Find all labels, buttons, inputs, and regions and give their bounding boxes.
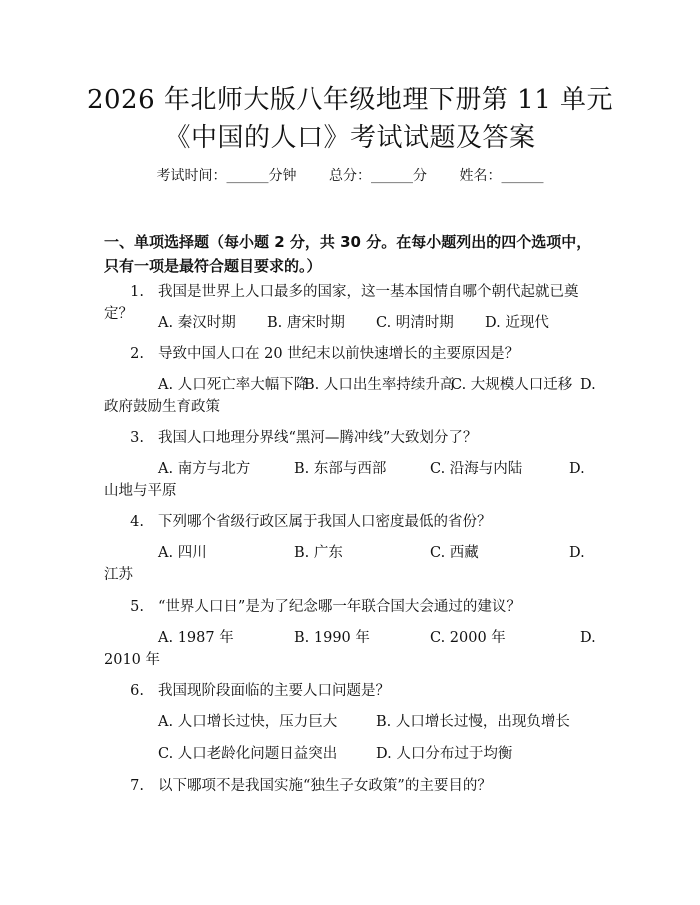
option-d-text: 政府鼓励生育政策 bbox=[104, 399, 220, 415]
question-number: 7. bbox=[130, 778, 144, 794]
option-d: D. 人口分布过于均衡 bbox=[376, 746, 513, 762]
option-d-letter: D. bbox=[580, 630, 596, 646]
option-b: B. 广东 bbox=[294, 545, 343, 561]
option-a: A. 南方与北方 bbox=[158, 461, 251, 477]
option-a: A. 人口死亡率大幅下降 bbox=[158, 377, 309, 393]
question-number: 4. bbox=[130, 514, 144, 530]
option-c: C. 人口老龄化问题日益突出 bbox=[158, 746, 338, 762]
question-number: 5. bbox=[130, 599, 144, 615]
option-d: D. 近现代 bbox=[485, 315, 549, 331]
question-4-options bbox=[104, 542, 598, 586]
question-5 bbox=[104, 596, 598, 618]
student-name-blank: ______ bbox=[501, 168, 544, 184]
question-2 bbox=[104, 343, 598, 365]
question-2-options bbox=[104, 374, 598, 418]
question-number: 3. bbox=[130, 430, 144, 446]
exam-info-line bbox=[0, 166, 700, 186]
option-a: A. 人口增长过快，压力巨大 bbox=[158, 714, 338, 730]
option-b: B. 唐宋时期 bbox=[267, 315, 345, 331]
section-heading: 一、单项选择题（每小题 2 分，共 30 分。在每小题列出的四个选项中，只有一项是最符合题目要求的。） bbox=[104, 233, 592, 275]
question-3-options bbox=[104, 458, 598, 502]
option-b: B. 东部与西部 bbox=[294, 461, 387, 477]
document-title-line-1: 2026 年北师大版八年级地理下册第 11 单元 bbox=[86, 85, 614, 115]
total-score-unit: 分 bbox=[413, 168, 427, 184]
student-name-field bbox=[459, 168, 543, 184]
option-d-text: 2010 年 bbox=[104, 652, 161, 668]
question-text: 以下哪项不是我国实施“独生子女政策”的主要目的？ bbox=[158, 778, 492, 794]
option-c: C. 大规模人口迁移 bbox=[451, 377, 573, 393]
exam-time-label: 考试时间： bbox=[156, 168, 227, 184]
option-d-text: 山地与平原 bbox=[104, 483, 177, 499]
question-text: 导致中国人口在 20 世纪末以前快速增长的主要原因是？ bbox=[158, 346, 520, 362]
option-b: B. 1990 年 bbox=[294, 630, 370, 646]
question-7 bbox=[104, 775, 598, 797]
question-text: 下列哪个省级行政区属于我国人口密度最低的省份？ bbox=[158, 514, 492, 530]
exam-time-field bbox=[157, 168, 297, 184]
question-4 bbox=[104, 511, 598, 533]
option-c: C. 沿海与内陆 bbox=[430, 461, 523, 477]
question-text: “世界人口日”是为了纪念哪一年联合国大会通过的建议？ bbox=[158, 599, 521, 615]
document-title-line-2: 《中国的人口》考试试题及答案 bbox=[164, 123, 536, 153]
exam-time-blank: ______ bbox=[226, 168, 269, 184]
exam-time-unit: 分钟 bbox=[268, 168, 297, 184]
question-text: 我国现阶段面临的主要人口问题是？ bbox=[158, 683, 390, 699]
option-d-letter: D. bbox=[580, 377, 596, 393]
question-6 bbox=[104, 680, 598, 702]
total-score-label: 总分： bbox=[329, 168, 371, 184]
option-d-letter: D. bbox=[569, 545, 585, 561]
option-b: B. 人口出生率持续升高 bbox=[304, 377, 455, 393]
option-a: A. 1987 年 bbox=[158, 630, 234, 646]
option-a: A. 四川 bbox=[158, 545, 207, 561]
option-c: C. 明清时期 bbox=[376, 315, 454, 331]
question-5-options bbox=[104, 627, 598, 671]
option-c: C. 西藏 bbox=[430, 545, 479, 561]
question-text: 我国是世界上人口最多的国家，这一基本国情自哪个朝代起就已奠定？ bbox=[104, 284, 579, 322]
question-6-options-row-1 bbox=[104, 711, 598, 733]
student-name-label: 姓名： bbox=[459, 168, 502, 184]
question-1-options bbox=[104, 312, 598, 334]
question-6-options-row-2 bbox=[104, 743, 598, 765]
question-number: 2. bbox=[130, 346, 144, 362]
question-text: 我国人口地理分界线“黑河—腾冲线”大致划分了？ bbox=[158, 430, 478, 446]
question-number: 1. bbox=[130, 284, 144, 300]
option-c: C. 2000 年 bbox=[430, 630, 506, 646]
total-score-field bbox=[329, 168, 427, 184]
option-a: A. 秦汉时期 bbox=[158, 315, 236, 331]
question-3 bbox=[104, 427, 598, 449]
question-number: 6. bbox=[130, 683, 144, 699]
option-d-letter: D. bbox=[569, 461, 585, 477]
option-b: B. 人口增长过慢，出现负增长 bbox=[376, 714, 570, 730]
total-score-blank: ______ bbox=[371, 168, 413, 184]
option-d-text: 江苏 bbox=[104, 567, 133, 583]
